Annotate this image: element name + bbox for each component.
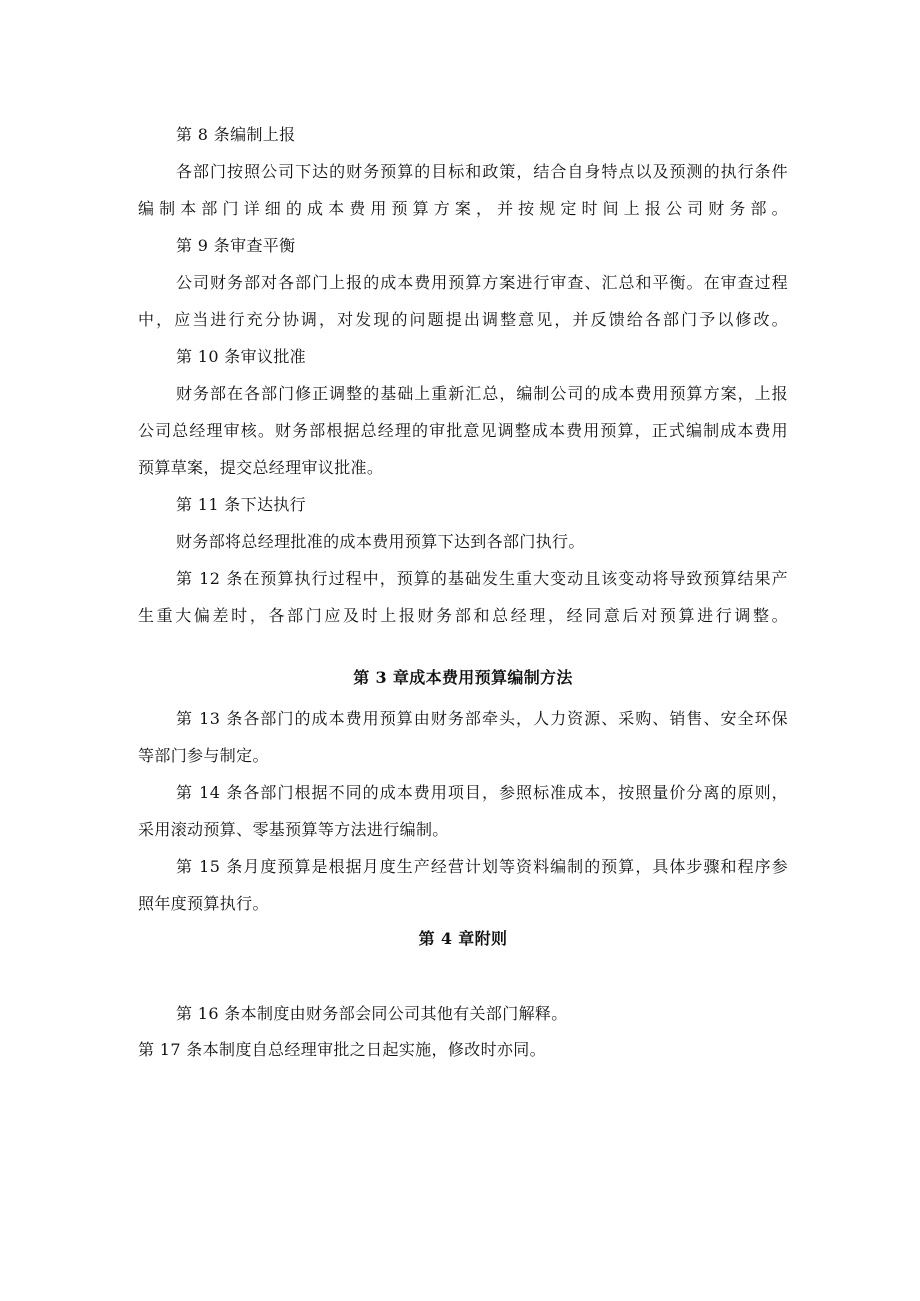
article-15-line-2: 照年度预算执行。 xyxy=(138,894,269,913)
article-13-line-1: 第 13 条各部门的成本费用预算由财务部牵头，人力资源、采购、销售、安全环保 xyxy=(176,709,788,728)
chapter-3-heading: 第 3 章成本费用预算编制方法 xyxy=(353,668,573,687)
article-8-title: 第 8 条编制上报 xyxy=(176,125,296,144)
article-14-line-2: 采用滚动预算、零基预算等方法进行编制。 xyxy=(138,820,449,839)
article-17-line-1: 第 17 条本制度自总经理审批之日起实施，修改时亦同。 xyxy=(138,1040,546,1059)
article-16-line-1: 第 16 条本制度由财务部会同公司其他有关部门解释。 xyxy=(176,1004,568,1023)
article-9-line-1: 公司财务部对各部门上报的成本费用预算方案进行审查、汇总和平衡。在审查过程 xyxy=(176,273,788,292)
article-12-line-1: 第 12 条在预算执行过程中，预算的基础发生重大变动且该变动将导致预算结果产 xyxy=(176,569,788,588)
article-15-line-1: 第 15 条月度预算是根据月度生产经营计划等资料编制的预算，具体步骤和程序参 xyxy=(176,857,788,876)
article-10-line-3: 预算草案，提交总经理审议批准。 xyxy=(138,458,384,477)
article-13-line-2: 等部门参与制定。 xyxy=(138,746,269,765)
article-8-line-2: 编制本部门详细的成本费用预算方案，并按规定时间上报公司财务部。 xyxy=(138,199,788,218)
article-11-title: 第 11 条下达执行 xyxy=(176,495,307,514)
article-9-line-2: 中，应当进行充分协调，对发现的问题提出调整意见，并反馈给各部门予以修改。 xyxy=(138,310,788,329)
article-10-title: 第 10 条审议批准 xyxy=(176,347,307,366)
chapter-4-heading: 第 4 章附则 xyxy=(418,929,508,948)
article-9-title: 第 9 条审查平衡 xyxy=(176,236,296,255)
article-8-line-1: 各部门按照公司下达的财务预算的目标和政策，结合自身特点以及预测的执行条件 xyxy=(176,162,788,181)
article-11-line-1: 财务部将总经理批准的成本费用预算下达到各部门执行。 xyxy=(176,532,585,551)
article-14-line-1: 第 14 条各部门根据不同的成本费用项目，参照标准成本，按照量价分离的原则， xyxy=(176,783,788,802)
article-10-line-1: 财务部在各部门修正调整的基础上重新汇总，编制公司的成本费用预算方案，上报 xyxy=(176,384,788,403)
article-10-line-2: 公司总经理审核。财务部根据总经理的审批意见调整成本费用预算，正式编制成本费用 xyxy=(138,421,788,440)
article-12-line-2: 生重大偏差时，各部门应及时上报财务部和总经理，经同意后对预算进行调整。 xyxy=(138,606,788,625)
